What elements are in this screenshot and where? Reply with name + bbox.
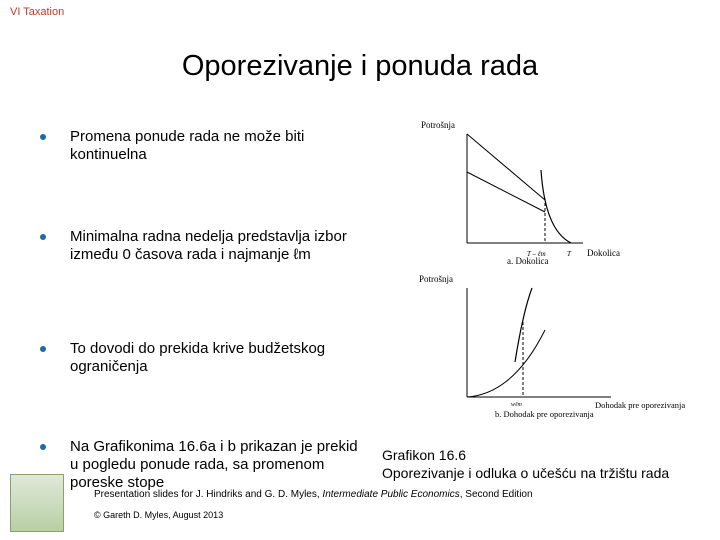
graph-b-x-label: Dohodak pre oporezivanja [595, 400, 686, 410]
graph-b-tick-label: wℓm [511, 402, 522, 408]
bullet-item [40, 340, 360, 376]
bullet-item [40, 228, 360, 264]
bullet-text: To dovodi do prekida krive budžetskog ograničenja [70, 340, 326, 375]
graph-b-budget-line [467, 330, 545, 397]
figure-title: Oporezivanje i odluka o učešću na tržištu rada [382, 465, 670, 481]
graph-a-tick-label: T – ℓm [527, 250, 546, 258]
graph-a-budget-line-low [467, 172, 545, 212]
graph-a-indifference-curve [541, 170, 571, 243]
footer-credit-suffix: , Second Edition [459, 489, 533, 500]
bullet-dot-icon [40, 234, 46, 240]
graph-a-budget-line-high [467, 134, 545, 200]
graph-b-caption: b. Dohodak pre oporezivanja [495, 409, 594, 419]
section-tag: VI Taxation [10, 6, 65, 18]
bullet-text: Promena ponude rada ne može biti kontinuelna [70, 128, 305, 163]
figure-16-6 [405, 112, 715, 427]
graph-b-y-label: Potrošnja [419, 274, 454, 284]
bullet-item [40, 128, 360, 164]
figure-svg [405, 112, 715, 427]
bullet-dot-icon [40, 134, 46, 140]
graph-a-y-label: Potrošnja [421, 120, 456, 130]
bullet-text: Na Grafikonima 16.6a i b prikazan je prekid u pogledu ponude rada, sa promenom poreske stope [70, 438, 358, 491]
footer-credit [94, 489, 533, 500]
figure-caption [382, 446, 720, 482]
bullet-item [40, 438, 360, 492]
book-cover-image [10, 474, 64, 532]
slide-title: Oporezivanje i ponuda rada [181, 50, 539, 82]
footer-credit-prefix: Presentation slides for J. Hindriks and G. D. Myles, [94, 489, 323, 500]
graph-a-end-label: T [567, 250, 571, 258]
footer-copyright: © Gareth D. Myles, August 2013 [94, 510, 224, 520]
graph-a-caption: a. Dokolica [507, 256, 549, 266]
bullet-dot-icon [40, 444, 46, 450]
bullet-list [40, 128, 360, 491]
figure-number: Grafikon 16.6 [382, 447, 467, 463]
bullet-text: Minimalna radna nedelja predstavlja izbor između 0 časova rada i najmanje ℓm [70, 228, 347, 263]
graph-a-x-label: Dokolica [587, 248, 620, 258]
footer-book-title: Intermediate Public Economics [322, 489, 460, 500]
bullet-dot-icon [40, 346, 46, 352]
